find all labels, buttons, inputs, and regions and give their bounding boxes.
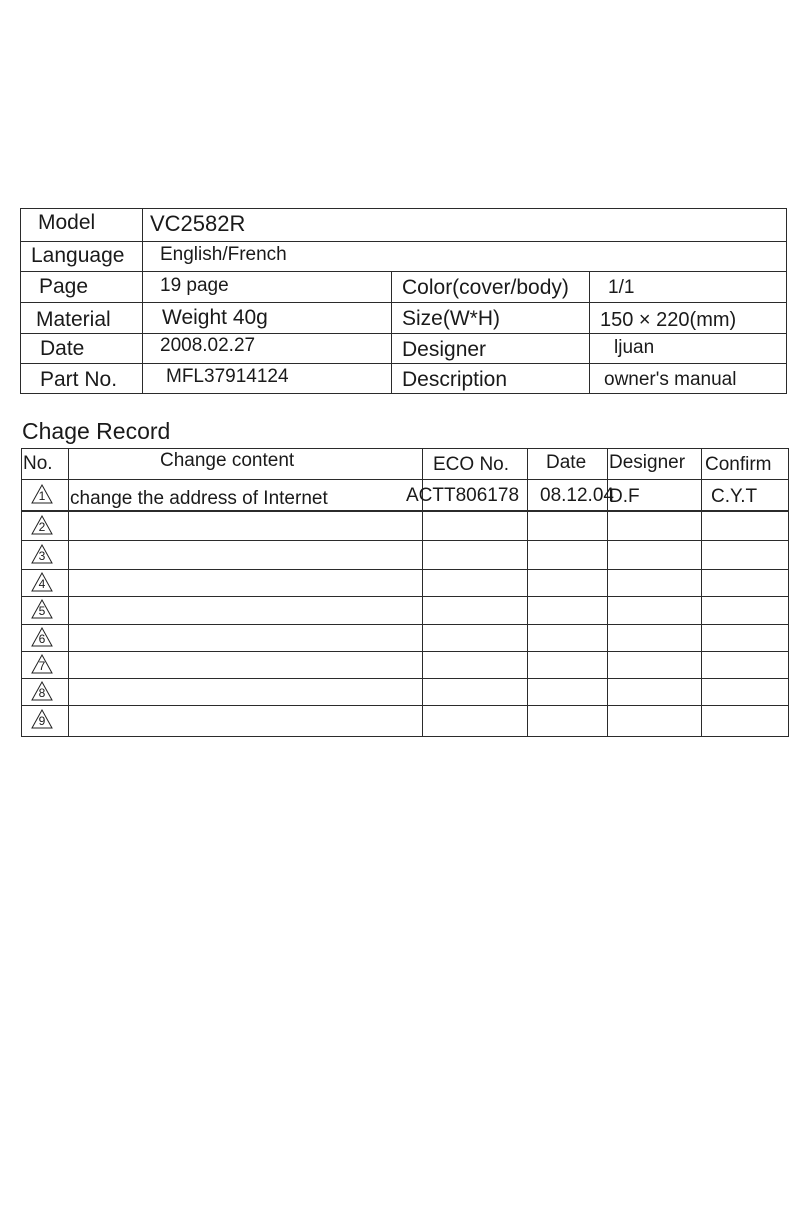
revision-triangle-5: 5: [31, 599, 53, 619]
cr-rule: [21, 569, 789, 570]
cr-rule: [21, 510, 789, 512]
cr-rule: [21, 624, 789, 625]
spec-rule-3: [20, 302, 787, 303]
cr-col-rule: [527, 448, 528, 737]
row-1-date: 08.12.04: [540, 485, 614, 506]
date-value: 2008.02.27: [160, 335, 256, 356]
color-label: Color(cover/body): [402, 276, 569, 299]
designer-value: ljuan: [614, 337, 655, 358]
language-label: Language: [31, 244, 125, 267]
header-eco-no: ECO No.: [433, 454, 510, 475]
revision-triangle-9: 9: [31, 709, 53, 729]
size-value: 150 × 220(mm): [600, 309, 737, 331]
cr-col-rule: [68, 448, 69, 737]
revision-triangle-6: 6: [31, 627, 53, 647]
spec-rule-2: [20, 271, 787, 272]
spec-border-right: [786, 208, 787, 394]
model-label: Model: [38, 211, 96, 234]
cr-rule: [21, 479, 789, 480]
cr-border-top: [21, 448, 789, 449]
revision-triangle-8: 8: [31, 681, 53, 701]
row-1-content: change the address of Internet: [70, 488, 328, 509]
revision-triangle-4: 4: [31, 572, 53, 592]
spec-rule-1: [20, 241, 787, 242]
page-value: 19 page: [160, 275, 229, 296]
designer-label: Designer: [402, 338, 487, 361]
description-value: owner's manual: [604, 369, 737, 390]
revision-triangle-1: 1: [31, 484, 53, 504]
row-1-confirm: C.Y.T: [711, 486, 758, 507]
material-value: Weight 40g: [162, 306, 268, 329]
revision-triangle-3: 3: [31, 544, 53, 564]
revision-triangle-2: 2: [31, 515, 53, 535]
language-value: English/French: [160, 244, 287, 265]
change-record-title: Chage Record: [22, 418, 171, 444]
partno-label: Part No.: [40, 368, 118, 391]
header-change-content: Change content: [160, 450, 295, 471]
header-designer: Designer: [609, 452, 686, 473]
partno-value: MFL37914124: [166, 366, 289, 387]
cr-border-bottom: [21, 736, 789, 737]
cr-rule: [21, 596, 789, 597]
row-1-eco: ACTT806178: [406, 485, 520, 506]
model-value: VC2582R: [150, 211, 246, 236]
header-no: No.: [23, 453, 53, 474]
spec-border-left: [20, 208, 21, 394]
header-date: Date: [546, 452, 587, 473]
cr-rule: [21, 651, 789, 652]
date-label: Date: [40, 337, 85, 360]
material-label: Material: [36, 308, 111, 331]
header-confirm: Confirm: [705, 454, 772, 475]
spec-border-bottom: [20, 393, 787, 394]
cr-rule: [21, 540, 789, 541]
spec-col-2: [391, 271, 392, 394]
row-1-designer: D.F: [609, 486, 640, 507]
spec-rule-5: [20, 363, 787, 364]
spec-rule-4: [20, 333, 787, 334]
cr-border-right: [788, 448, 789, 737]
revision-triangle-7: 7: [31, 654, 53, 674]
description-label: Description: [402, 368, 508, 391]
cr-border-left: [21, 448, 22, 737]
color-value: 1/1: [608, 277, 635, 298]
cr-rule: [21, 678, 789, 679]
spec-col-3: [589, 271, 590, 394]
cr-col-rule: [701, 448, 702, 737]
cr-rule: [21, 705, 789, 706]
spec-col-1: [142, 208, 143, 394]
size-label: Size(W*H): [402, 307, 500, 330]
page-label: Page: [39, 275, 89, 298]
spec-border-top: [20, 208, 787, 209]
